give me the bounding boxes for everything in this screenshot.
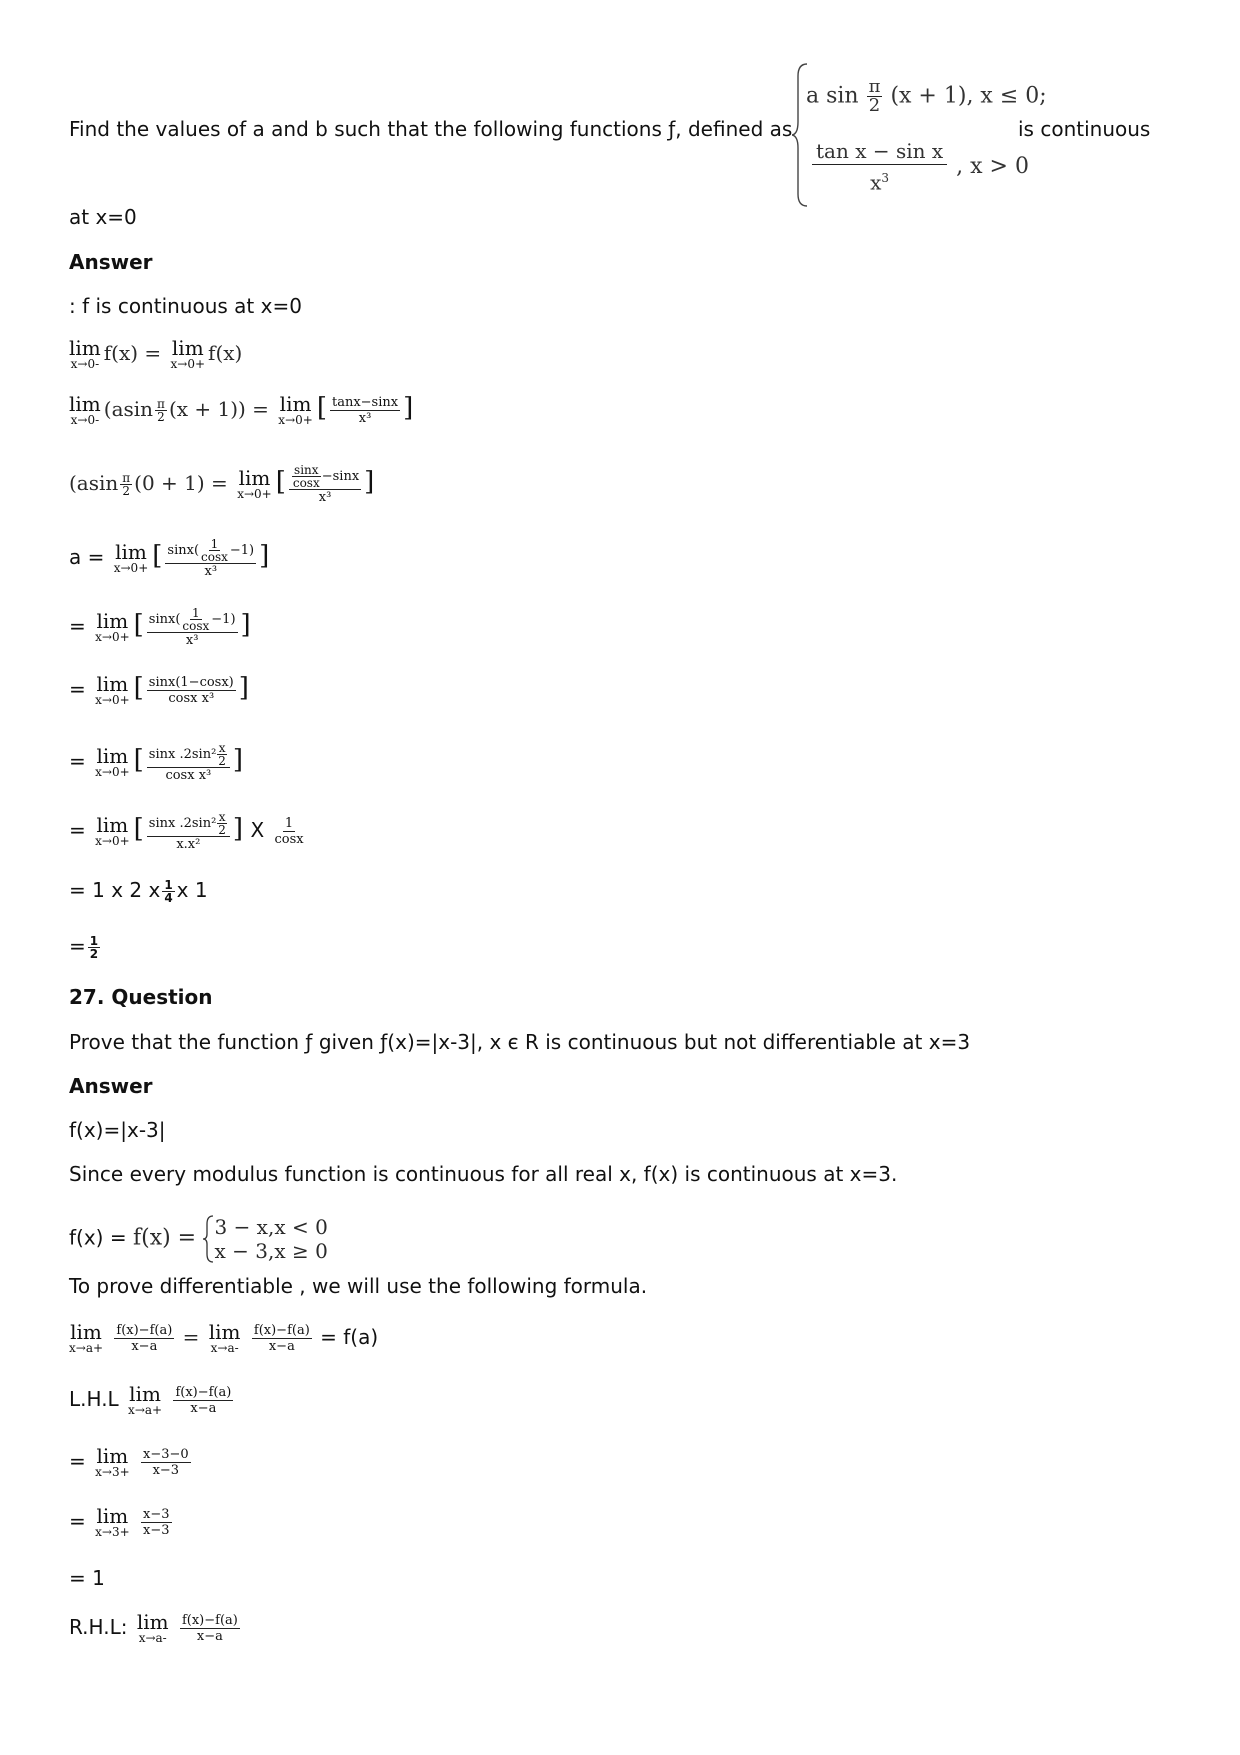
num [165,538,256,564]
q27-to-prove: To prove differentiable , we will use the following formula. [69,1274,648,1298]
num: 1 [164,878,173,892]
piece-line-1 [806,78,1047,115]
fx-prefix: f(x) = [69,1225,127,1250]
piece-body [202,1214,327,1264]
lim-word: lim [96,609,129,633]
lim-sub: x→0+ [113,561,149,575]
prefix: = [69,677,86,701]
step-9-b: x 1 [176,878,208,902]
num: 1 [284,816,294,831]
prefix: a = [69,545,105,569]
q27-l1 [69,1446,193,1479]
lhl-label: L.H.L [69,1387,119,1411]
two: 2 [122,484,131,498]
den: x−a [131,1339,158,1354]
num [147,811,230,837]
q26-lead: Find the values of a and b such that the following functions ƒ, defined as [69,117,793,141]
lim-word: lim [115,540,147,564]
piece-l1: 3 − x,x < 0 [214,1215,328,1239]
inner-fraction [180,607,211,632]
lim [95,611,130,644]
piecewise-definition [792,60,1047,210]
lim-sub: x→0+ [278,413,313,427]
lim-right [171,338,206,371]
lim-word: lim [69,392,101,416]
lim-sub: x→0+ [95,834,130,848]
bracket-close: ] [232,814,244,844]
diff-quotient [173,1385,233,1416]
num [147,607,238,633]
lim-sub: x→0- [70,357,100,371]
q27-piecewise [69,1214,328,1264]
bracket-close: ] [259,541,270,571]
lim [95,815,130,848]
x: x [218,810,226,824]
inner-fraction [199,538,230,563]
num-a: sinx( [167,543,200,558]
den: x−3 [152,1463,180,1478]
den: cosx [274,832,304,847]
den: x−a [196,1629,223,1644]
piece-line-1-a: a sin [806,83,859,109]
lim-word: lim [96,744,129,768]
num-a: sinx( [148,612,181,627]
diff-quotient [180,1613,240,1644]
prefix: = [69,614,86,638]
lim-2 [209,1322,241,1355]
lim [128,1384,162,1417]
num: sinx(1−cosx) [148,675,234,690]
x-den: x [870,170,882,195]
step-1 [69,338,242,371]
lim-sub: x→a- [138,1631,167,1645]
lim-word: lim [96,813,129,837]
num-text: sinx .2sin² [148,816,217,831]
num-text: sinx .2sin² [148,747,217,762]
lim-word: lim [279,392,312,416]
step-5 [69,607,252,648]
lim-sub: x→0- [70,413,100,427]
pi-over-2 [155,398,167,423]
den: x−a [268,1339,295,1354]
one-half [88,935,100,960]
lim [95,674,130,707]
num: x−3 [143,1507,170,1522]
num: f(x)−f(a) [253,1323,310,1338]
lhs-rest: (0 + 1) = [134,471,228,495]
num: f(x)−f(a) [175,1385,232,1400]
lim-word: lim [69,336,101,360]
den: cosx x³ [168,691,215,706]
lim-right [278,394,313,427]
lim-sub: x→a+ [128,1403,163,1417]
lim-word: lim [70,1320,102,1344]
lim-sub: x→a+ [69,1341,104,1355]
lim-sub: x→0+ [95,765,130,779]
lim [95,746,130,779]
q27-answer-label: Answer [69,1074,153,1098]
q27-fx: f(x)=|x-3| [69,1118,166,1142]
fraction [147,607,238,648]
fraction [141,1447,191,1478]
q27-formula [69,1322,378,1355]
inner-bot: cosx [182,619,210,633]
two: 2 [218,823,226,837]
q27-statement: Prove that the function ƒ given ƒ(x)=|x-3|, x є R is continuous but not differentiable at x=3 [69,1030,971,1054]
lim-word: lim [96,672,129,696]
q26-given: : f is continuous at x=0 [69,294,302,318]
step-7 [69,742,244,783]
bracket-open: [ [275,467,286,497]
bracket-open: [ [152,541,163,571]
lim-word: lim [171,336,204,360]
fraction [147,675,236,706]
num: f(x)−f(a) [181,1613,238,1628]
prefix: = [69,749,86,773]
fraction [289,464,361,505]
prefix: = [69,934,86,958]
lim-word: lim [238,466,271,490]
q27-l2 [69,1506,174,1539]
step-4 [69,538,270,579]
lim-sub: x→0+ [170,357,206,371]
two: 2 [218,754,226,768]
num-bot: cosx [292,476,320,490]
den: cosx x³ [165,768,212,783]
pi: π [157,397,165,411]
lim-sub: x→0+ [95,630,130,644]
den: x³ [318,490,332,505]
asin: (asin [69,471,119,495]
asin: (asin [103,397,154,421]
num: f(x)−f(a) [116,1323,173,1338]
inner-bot: cosx [201,550,228,564]
lim-left [69,338,101,371]
fraction [165,538,256,579]
tan-sin-den [868,165,891,196]
one-quarter [162,879,174,904]
lim-sub: x→0+ [237,487,272,501]
lim-sub: x→a- [210,1341,239,1355]
tail: = f(a) [320,1325,379,1349]
pi-den: 2 [868,95,881,116]
num-b: −1) [229,543,255,558]
exp-3: 3 [881,171,890,185]
bracket-close: ] [240,610,251,640]
q27-l3: = 1 [69,1566,105,1590]
equals: = [182,1325,200,1349]
inner-top: 1 [210,537,219,551]
lim-sub: x→0+ [95,693,130,707]
lim-right [237,468,272,501]
pi-over-2 [867,78,883,115]
piece-l2: x − 3,x ≥ 0 [214,1239,328,1263]
step-8 [69,811,308,852]
lim [95,1446,130,1479]
lhs-rest: (x + 1)) = [168,397,269,421]
bracket-close: ] [238,673,249,703]
bracket-close: ] [364,467,375,497]
lim-1 [69,1322,103,1355]
den: 2 [89,947,99,961]
bracket-open: [ [133,814,144,844]
pi-over-2 [120,472,132,497]
num [289,464,361,490]
bracket-open: [ [133,745,144,775]
inner-fraction [291,464,322,489]
fx-right: f(x) [208,341,243,365]
lim [114,542,149,575]
bracket-close: ] [403,393,414,423]
num [147,742,230,768]
times: X [250,818,265,842]
den: x−a [190,1401,217,1416]
num: x−3−0 [143,1447,189,1462]
fraction [330,395,400,426]
step-3 [69,464,375,505]
piece-line-2 [810,138,1029,196]
x-over-2 [216,742,228,767]
num-top: sinx [294,463,319,477]
den: 4 [164,891,173,905]
fx-serif: f(x) = [132,1225,197,1251]
fraction [147,811,230,852]
tan-sin-fraction [812,138,947,196]
pi-num: π [868,76,881,97]
diff-quotient [114,1323,174,1354]
den: x−3 [143,1523,170,1538]
lim-word: lim [96,1504,129,1528]
lim-sub: x→3+ [95,1525,130,1539]
num-rest: −sinx [321,469,360,484]
den: x³ [358,411,372,426]
num: tanx−sinx [331,395,399,410]
lim-word: lim [208,1320,241,1344]
fx-left: f(x) = [103,341,162,365]
fraction [147,742,230,783]
q26-tail2: at x=0 [69,205,137,229]
num: 1 [89,934,99,948]
q26-tail: is continuous [1018,117,1151,141]
tan-sin-num: tan x − sin x [812,138,947,165]
lim [95,1506,130,1539]
bracket-open: [ [316,393,327,423]
lim-sub: x→3+ [95,1465,130,1479]
den: x³ [204,564,218,579]
inner-top: 1 [192,606,200,620]
step-9 [69,878,208,904]
piece-line-2-cond: , x > 0 [956,153,1029,179]
step-10 [69,934,102,960]
pi: π [122,471,131,485]
q27-since: Since every modulus function is continuous for all real x, f(x) is continuous at x=3. [69,1162,898,1186]
prefix: = [69,1449,86,1473]
lim [137,1612,169,1645]
brace-icon [202,1214,214,1264]
fraction [141,1507,172,1538]
lim-word: lim [129,1382,161,1406]
bracket-open: [ [133,610,144,640]
q27-title: 27. Question [69,985,213,1009]
lim-word: lim [136,1610,169,1634]
prefix: = [69,818,86,842]
x: x [218,741,226,755]
x-over-2 [216,811,228,836]
den: x³ [185,633,199,648]
diff-quotient [252,1323,312,1354]
step-2 [69,394,414,427]
lim-word: lim [96,1444,129,1468]
lim-left [69,394,101,427]
num-b: −1) [211,612,236,627]
step-6 [69,674,250,707]
two: 2 [157,410,165,424]
step-9-a: = 1 x 2 x [69,878,161,902]
q27-rhl [69,1612,242,1645]
q26-answer-label: Answer [69,250,153,274]
den: x.x² [176,837,201,852]
bracket-close: ] [232,745,244,775]
q27-lhl [69,1384,235,1417]
piece-lines [214,1215,327,1263]
prefix: = [69,1509,86,1533]
one-over-cosx [273,816,306,847]
rhl-label: R.H.L: [69,1615,128,1639]
piece-line-1-rest: (x + 1), x ≤ 0; [890,83,1047,109]
bracket-open: [ [133,673,144,703]
